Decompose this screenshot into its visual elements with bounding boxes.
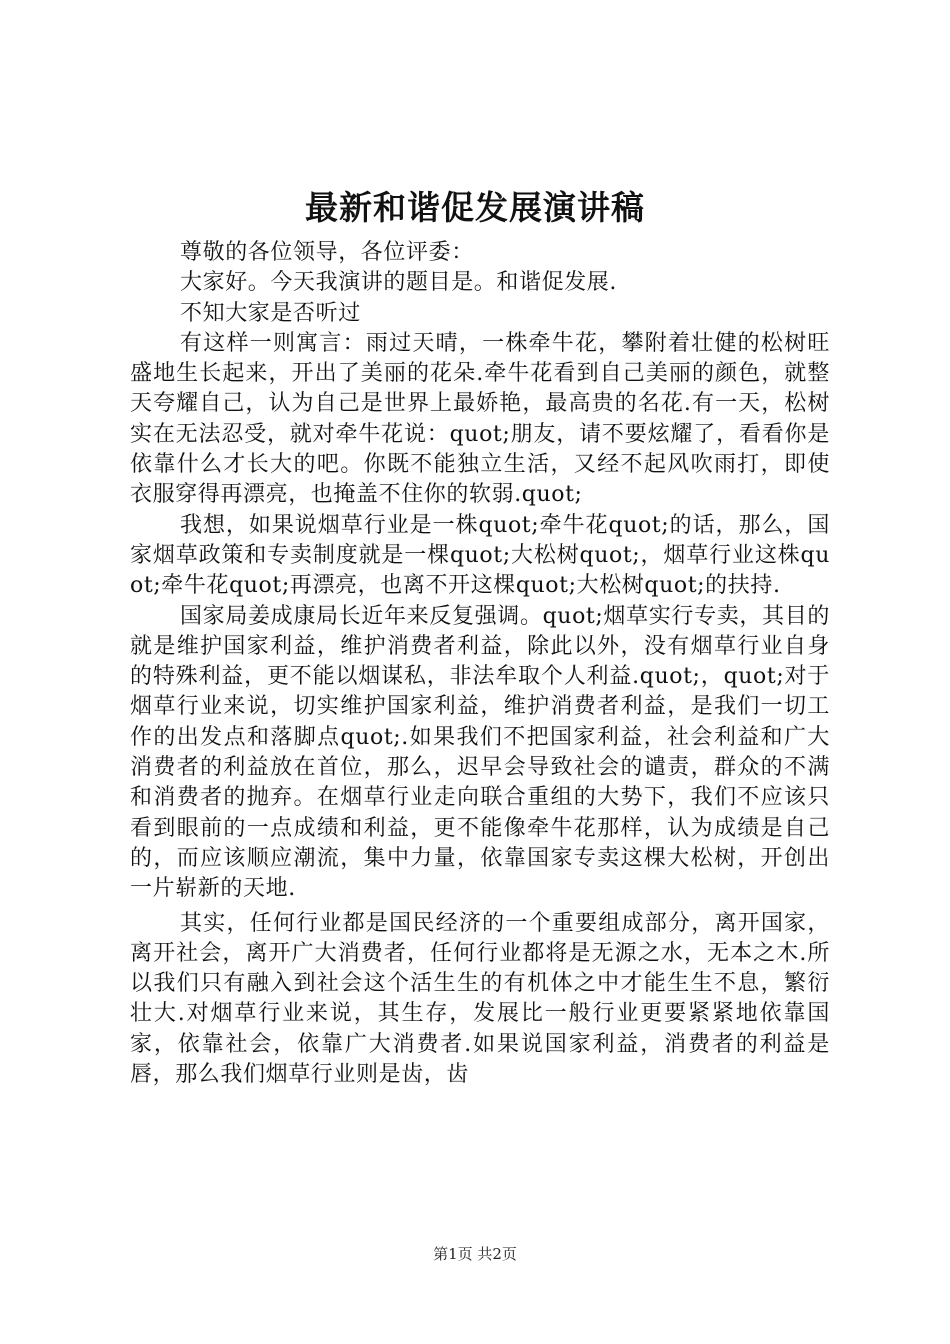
paragraph-fable: 有这样一则寓言：雨过天晴，一株牵牛花，攀附着壮健的松树旺盛地生长起来，开出了美丽的花朵.牵牛花看到自己美丽的颜色，就整天夸耀自己，认为自己是世界上最娇艳，最高贵的名花.有一天，松树实在无法忍受，就对牵牛花说：quot;朋友，请不要炫耀了，看看你是依靠什么才长大的吧。你既不能独立生活，又经不起风吹雨打，即使衣服穿得再漂亮，也掩盖不住你的软弱.quot; [130,330,830,508]
paragraph-greeting: 大家好。今天我演讲的题目是。和谐促发展. [180,270,617,296]
paragraph-director-quote: 国家局姜成康局长近年来反复强调。quot;烟草实行专卖，其目的就是维护国家利益，维护消费者利益，除此以外，没有烟草行业自身的特殊利益，更不能以烟谋私，非法牟取个人利益.quot;，quot;对于烟草行业来说，切实维护国家利益，维护消费者利益，是我们一切工作的出发点和落脚点quot;.如果我们不把国家利益，社会利益和广大消费者的利益放在首位，那么，迟早会导致社会的谴责，群众的不满和消费者的抛弃。在烟草行业走向联合重组的大势下，我们不应该只看到眼前的一点成绩和利益，更不能像牵牛花那样，认为成绩是自己的，而应该顺应潮流，集中力量，依靠国家专卖这棵大松树，开创出一片崭新的天地. [130,603,830,902]
document-title: 最新和谐促发展演讲稿 [305,188,645,227]
page-number-footer: 第1页 共2页 [433,1245,517,1263]
paragraph-industry: 其实，任何行业都是国民经济的一个重要组成部分，离开国家，离开社会，离开广大消费者，任何行业都将是无源之水，无本之木.所以我们只有融入到社会这个活生生的有机体之中才能生生不息，繁衍壮大.对烟草行业来说，其生存，发展比一般行业更要紧紧地依靠国家，依靠社会，依靠广大消费者.如果说国家利益，消费者的利益是唇，那么我们烟草行业则是齿，齿 [130,910,830,1088]
paragraph-intro: 不知大家是否听过 [180,300,361,326]
paragraph-salutation: 尊敬的各位领导，各位评委： [180,240,474,265]
paragraph-metaphor: 我想，如果说烟草行业是一株quot;牵牛花quot;的话，那么，国家烟草政策和专卖制度就是一棵quot;大松树quot;，烟草行业这株quot;牵牛花quot;再漂亮，也离不开这棵quot;大松树quot;的扶持. [130,512,830,599]
document-body [130,238,830,1090]
